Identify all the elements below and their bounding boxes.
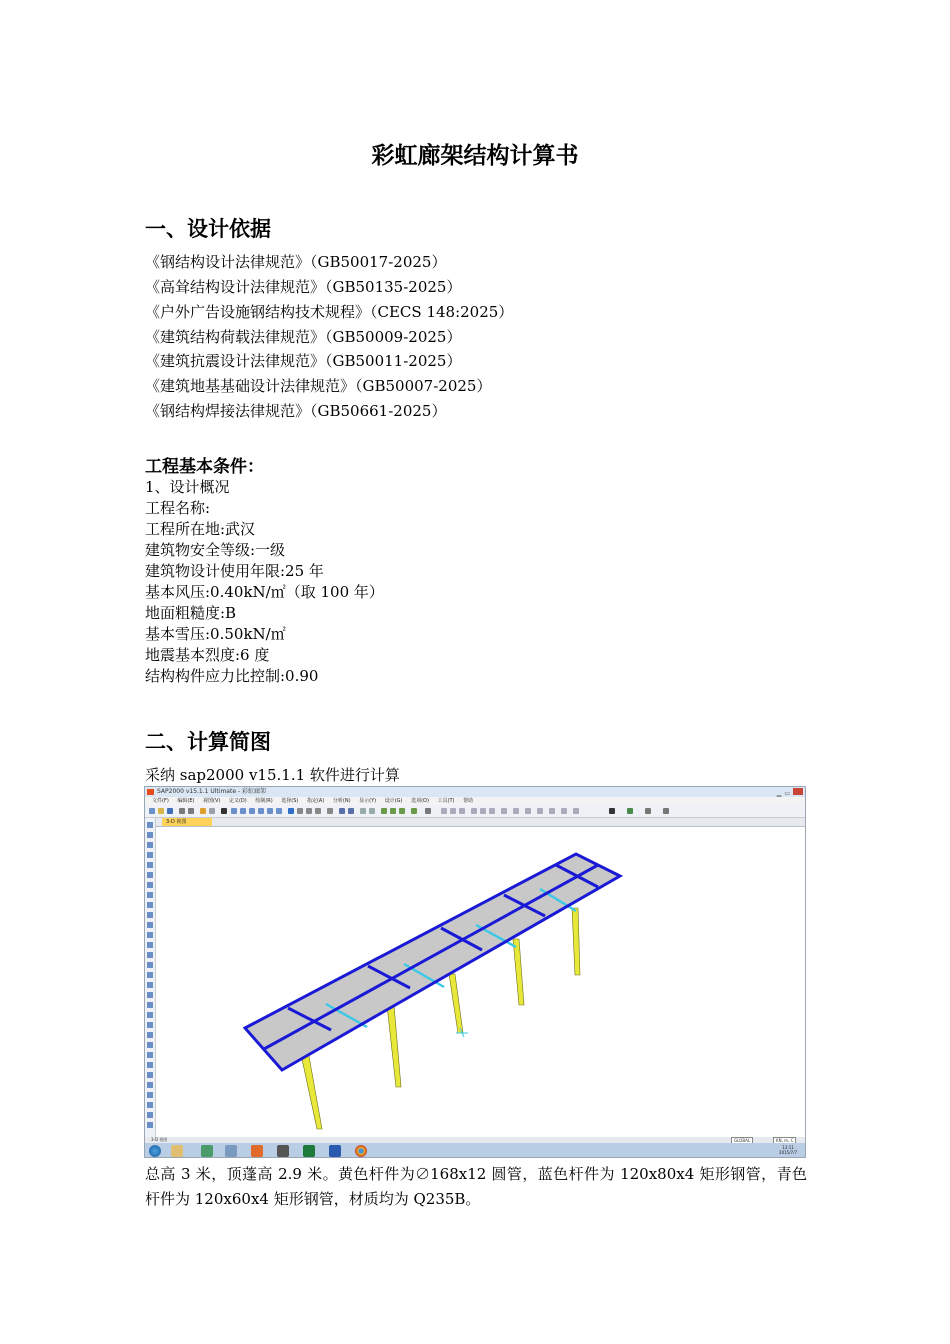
up-one-level-icon[interactable]	[339, 808, 345, 814]
coord-system-select[interactable]: GLOBAL	[731, 1137, 753, 1145]
condition-item: 工程名称:	[145, 499, 211, 517]
run-analysis-icon[interactable]	[221, 808, 227, 814]
output-options-icon[interactable]	[645, 808, 651, 814]
page-title: 彩虹廊架结构计算书	[371, 143, 579, 169]
design-check-icon[interactable]	[513, 808, 519, 814]
show-deformed-icon[interactable]	[399, 808, 405, 814]
3d-view-icon[interactable]	[288, 808, 294, 814]
lock-icon[interactable]	[209, 808, 215, 814]
condition-item: 基本雪压:0.50kN/㎡	[145, 625, 286, 643]
quick-draw-frame-icon[interactable]	[147, 862, 153, 868]
image-viewer-icon[interactable]	[225, 1145, 237, 1157]
zoom-previous-icon[interactable]	[258, 808, 264, 814]
menu-item[interactable]: 文件(F)	[152, 798, 169, 804]
structure-model	[156, 827, 806, 1139]
window-titlebar	[145, 787, 805, 797]
get-previous-selection-icon[interactable]	[147, 1112, 153, 1118]
show-loads-icon[interactable]	[390, 808, 396, 814]
standard-item: 《户外广告设施钢结构技术规程》（CECS 148:2025）	[145, 303, 514, 321]
clear-selection-icon[interactable]	[537, 808, 543, 814]
design-steel-icon[interactable]	[501, 808, 507, 814]
condition-item: 结构构件应力比控制:0.90	[145, 667, 319, 685]
draw-solid-icon[interactable]	[147, 942, 153, 948]
standard-item: 《建筑地基基础设计法律规范》（GB50007-2025）	[145, 377, 492, 395]
draw-cable-icon[interactable]	[147, 892, 153, 898]
select-all-tool-icon[interactable]	[147, 1102, 153, 1108]
left-toolbar	[145, 818, 156, 1140]
section-heading-diagram: 二、计算简图	[145, 730, 271, 754]
zoom-out-icon[interactable]	[240, 808, 246, 814]
taskbar-clock	[779, 1145, 797, 1155]
condition-item: 工程所在地:武汉	[145, 520, 256, 538]
menu-item[interactable]: 视图(V)	[203, 798, 221, 804]
frame-section-icon[interactable]	[441, 808, 447, 814]
select-pointer-icon[interactable]	[147, 982, 153, 988]
column	[449, 974, 463, 1033]
down-one-level-icon[interactable]	[348, 808, 354, 814]
column	[572, 908, 580, 975]
column	[387, 1005, 401, 1087]
menu-item[interactable]: 分析(N)	[332, 798, 351, 804]
main-toolbar	[145, 806, 805, 818]
condition-item: 1、设计概况	[145, 478, 230, 496]
condition-item: 地面粗糙度:B	[145, 604, 237, 622]
extra-tools-icon[interactable]	[663, 808, 669, 814]
zoom-full-icon[interactable]	[267, 808, 273, 814]
condition-item: 建筑物安全等级:一级	[145, 541, 286, 559]
draw-frame-tool-icon[interactable]	[147, 852, 153, 858]
draw-joint-icon[interactable]	[147, 842, 153, 848]
redo-icon[interactable]	[188, 808, 194, 814]
pan-icon[interactable]	[276, 808, 282, 814]
zoom-in-icon[interactable]	[231, 808, 237, 814]
select-sections-icon[interactable]	[147, 1062, 153, 1068]
undo-icon[interactable]	[179, 808, 185, 814]
select-line-icon[interactable]	[147, 1002, 153, 1008]
menu-item[interactable]: 工具(T)	[437, 798, 455, 804]
menu-item[interactable]: 编辑(E)	[177, 798, 195, 804]
select-plane-icon[interactable]	[147, 1012, 153, 1018]
menu-bar	[145, 797, 805, 806]
intersect-selection-icon[interactable]	[561, 808, 567, 814]
draw-tendon-icon[interactable]	[147, 902, 153, 908]
show-tables-icon[interactable]	[425, 808, 431, 814]
roof-deck	[245, 854, 620, 1070]
yz-view-icon[interactable]	[315, 808, 321, 814]
pointer-icon[interactable]	[147, 822, 153, 828]
draw-reference-point-icon[interactable]	[147, 972, 153, 978]
autocad-icon[interactable]	[201, 1145, 213, 1157]
draw-link-icon[interactable]	[147, 882, 153, 888]
select-joints-icon[interactable]	[147, 1022, 153, 1028]
show-forces-icon[interactable]	[411, 808, 417, 814]
maximize-icon[interactable]: ▭	[784, 790, 793, 797]
select-groups-icon[interactable]	[147, 1052, 153, 1058]
menu-item[interactable]: 选择(S)	[281, 798, 299, 804]
word-icon[interactable]	[329, 1145, 341, 1157]
start-button-icon[interactable]	[149, 1145, 161, 1157]
zoom-window-icon[interactable]	[249, 808, 255, 814]
menu-item[interactable]: 选项(O)	[411, 798, 429, 804]
model-canvas[interactable]	[156, 827, 805, 1139]
standard-item: 《钢结构焊接法律规范》（GB50661-2025）	[145, 402, 447, 420]
draw-dimension-icon[interactable]	[147, 962, 153, 968]
select-areas-icon[interactable]	[147, 1042, 153, 1048]
select-materials-icon[interactable]	[147, 1072, 153, 1078]
draw-section-cut-icon[interactable]	[147, 952, 153, 958]
condition-item: 地震基本烈度:6 度	[145, 646, 270, 664]
select-labels-icon[interactable]	[147, 1092, 153, 1098]
snap-options-icon[interactable]	[573, 808, 579, 814]
clear-selection-tool-icon[interactable]	[147, 1122, 153, 1128]
clock-time: 13:11	[782, 1145, 794, 1150]
sap2000-taskbar-icon[interactable]	[251, 1145, 263, 1157]
open-file-icon[interactable]	[158, 808, 164, 814]
draw-area-icon[interactable]	[459, 808, 465, 814]
units-select[interactable]: KN, m, C	[773, 1137, 796, 1145]
window-title: SAP2000 v15.1.1 Ultimate - 彩虹廊架	[157, 788, 266, 795]
xz-view-icon[interactable]	[306, 808, 312, 814]
reshape-icon[interactable]	[147, 832, 153, 838]
conditions-heading: 工程基本条件：	[145, 457, 264, 477]
draw-rect-area-icon[interactable]	[147, 922, 153, 928]
rotate-view-icon[interactable]	[327, 808, 333, 814]
minimize-icon[interactable]: ▁	[776, 790, 785, 797]
assign-area-icon[interactable]	[489, 808, 495, 814]
windows-taskbar	[145, 1143, 805, 1158]
select-frames-icon[interactable]	[147, 1032, 153, 1038]
standard-item: 《建筑结构荷载法律规范》（GB50009-2025）	[145, 328, 462, 346]
save-icon[interactable]	[167, 808, 173, 814]
view-tabstrip	[156, 818, 805, 827]
assign-frame-icon[interactable]	[480, 808, 486, 814]
display-options-icon[interactable]	[360, 808, 366, 814]
status-text: 3-D 视图	[151, 1137, 168, 1142]
section-designer-icon[interactable]	[609, 808, 615, 814]
draw-brace-icon[interactable]	[147, 872, 153, 878]
menu-item[interactable]: 定义(D)	[228, 798, 247, 804]
select-window-icon[interactable]	[147, 992, 153, 998]
quick-draw-area-icon[interactable]	[147, 932, 153, 938]
condition-item: 建筑物设计使用年限:25 年	[145, 562, 324, 580]
standard-item: 《高耸结构设计法律规范》（GB50135-2025）	[145, 278, 462, 296]
standard-item: 《钢结构设计法律规范》（GB50017-2025）	[145, 253, 447, 271]
show-undeformed-icon[interactable]	[381, 808, 387, 814]
assign-joint-icon[interactable]	[471, 808, 477, 814]
sap2000-app-icon	[147, 789, 154, 795]
standard-item: 《建筑抗震设计法律规范》（GB50011-2025）	[145, 352, 462, 370]
clock-date: 2015/7/7	[779, 1150, 797, 1155]
section-heading-basis: 一、设计依据	[145, 217, 271, 241]
excel-icon[interactable]	[303, 1145, 315, 1157]
menu-item[interactable]: 设计(G)	[384, 798, 403, 804]
member-description: 总高 3 米，顶蓬高 2.9 米。黄色杆件为∅168x12 圆管，蓝色杆件为 120x80x4 矩形钢管，青色杆件为 120x60x4 矩形钢管，材质均为 Q235B。	[145, 1165, 807, 1208]
menu-item[interactable]: 显示(Y)	[359, 798, 377, 804]
column	[513, 939, 524, 1005]
menu-item[interactable]: 指定(A)	[306, 798, 325, 804]
printer-icon[interactable]	[277, 1145, 289, 1157]
restore-selection-icon[interactable]	[549, 808, 555, 814]
new-file-icon[interactable]	[149, 808, 155, 814]
condition-item: 基本风压:0.40kN/㎡（取 100 年）	[145, 583, 384, 601]
select-all-icon[interactable]	[525, 808, 531, 814]
sap2000-screenshot	[144, 786, 806, 1158]
tab-3d-view[interactable]: 3-D 视图	[162, 818, 212, 826]
pencil-icon[interactable]	[200, 808, 206, 814]
xy-view-icon[interactable]	[297, 808, 303, 814]
select-properties-icon[interactable]	[147, 1082, 153, 1088]
menu-item[interactable]: 帮助	[463, 798, 474, 804]
display-settings-icon[interactable]	[627, 808, 633, 814]
close-icon[interactable]	[793, 788, 803, 795]
draw-poly-area-icon[interactable]	[147, 912, 153, 918]
file-explorer-icon[interactable]	[171, 1145, 183, 1157]
refresh-view-icon[interactable]	[369, 808, 375, 814]
menu-item[interactable]: 绘制(R)	[255, 798, 273, 804]
chrome-icon[interactable]	[355, 1145, 367, 1157]
draw-frame-icon[interactable]	[450, 808, 456, 814]
software-intro: 采纳 sap2000 v15.1.1 软件进行计算	[145, 766, 400, 784]
